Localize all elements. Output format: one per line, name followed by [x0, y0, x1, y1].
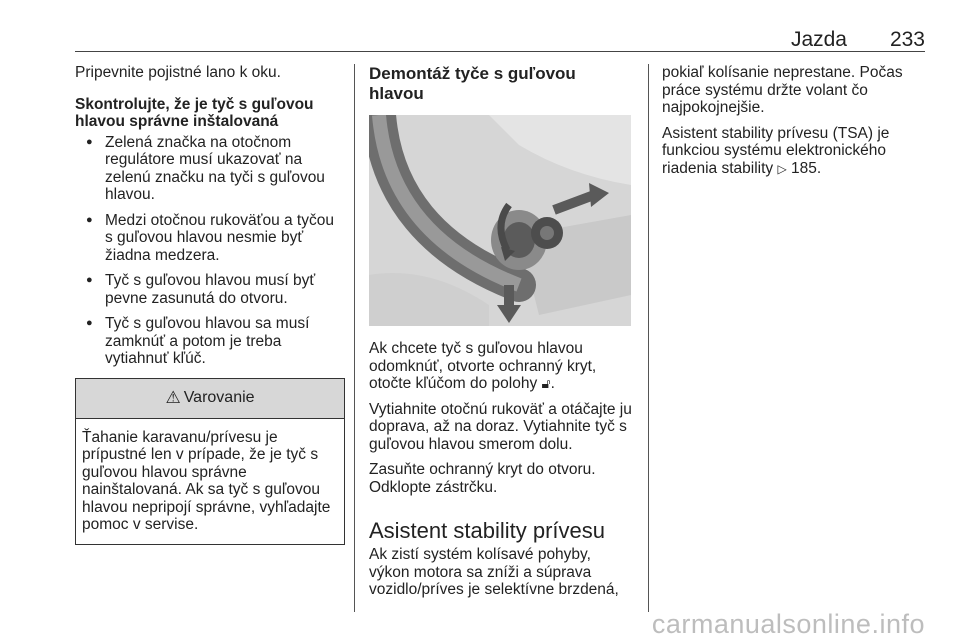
warning-title: Varovanie — [183, 389, 255, 407]
unlock-text-end: . — [550, 375, 555, 392]
unlock-instruction — [369, 340, 635, 393]
column-3 — [662, 64, 932, 186]
check-list — [75, 134, 345, 368]
page-header — [75, 28, 925, 52]
warning-text: Ťahanie karavanu/prívesu je prípustné len v prípade, že je tyč s guľovou hlavou správne nainštalovaná. Ak sa tyč s guľovou hlavou nepripojí správne, vyhľadajte pomoc v servise. — [82, 428, 331, 533]
list-item: ● Tyč s guľovou hlavou musí byť pevne zasunutá do otvoru. — [75, 272, 345, 307]
warning-box — [75, 378, 345, 545]
header-page-number: 233 — [889, 28, 925, 51]
check-heading: Skontrolujte, že je tyč s guľovou hlavou správne inštalovaná — [75, 95, 314, 130]
list-item: ● Tyč s guľovou hlavou sa musí zamknúť a potom je treba vytiahnuť kľúč. — [75, 315, 345, 368]
removal-heading: Demontáž tyče s guľovou hlavou — [369, 64, 576, 103]
column-divider-left — [354, 64, 355, 612]
column-1 — [75, 64, 345, 545]
warning-header — [76, 379, 344, 419]
page-reference-icon: ▷ — [777, 161, 787, 176]
tsa-continuation: pokiaľ kolísanie neprestane. Počas práce systému držte volant čo najpokojnejšie. — [662, 64, 903, 116]
list-item: ● Zelená značka na otočnom regulátore musí ukazovať na zelenú značku na tyči s guľovou hlavou. — [75, 134, 345, 204]
tsa-description: Ak zistí systém kolísavé pohyby, výkon motora sa zníži a súprava vozidlo/príves je selektívne brzdená, — [369, 546, 619, 598]
tsa-reference-end: . — [816, 159, 822, 177]
header-section-title: Jazda — [790, 28, 847, 51]
unlock-text: Ak chcete tyč s guľovou hlavou odomknúť, otvorte ochranný kryt, otočte kľúčom do polohy — [369, 340, 597, 392]
tsa-reference-text: Asistent stability prívesu (TSA) je funkciou systému elektronického riadenia stability — [662, 124, 890, 177]
towbar-illustration — [369, 115, 631, 326]
cover-instruction: Zasuňte ochranný kryt do otvoru. Odklopte zástrčku. — [369, 461, 596, 496]
tsa-reference — [662, 125, 932, 179]
column-divider-right — [648, 64, 649, 612]
towbar-drawing — [369, 115, 631, 326]
watermark: carmanualsonline.info — [651, 609, 925, 639]
page-reference-link[interactable]: 185 — [791, 159, 817, 177]
intro-text: Pripevnite pojistné lano k oku. — [75, 64, 281, 81]
warning-triangle-icon: ⚠ — [165, 388, 181, 408]
pull-instruction: Vytiahnite otočnú rukoväť a otáčajte ju doprava, až na doraz. Vytiahnite tyč s guľovou hlavou smerom dolu. — [369, 400, 632, 453]
list-item: ● Medzi otočnou rukoväťou a tyčou s guľovou hlavou nesmie byť žiadna medzera. — [75, 212, 345, 265]
column-2 — [369, 64, 635, 607]
tsa-section-title: Asistent stability prívesu — [369, 518, 605, 543]
unlock-position-icon: 🔓︎ — [541, 375, 551, 391]
